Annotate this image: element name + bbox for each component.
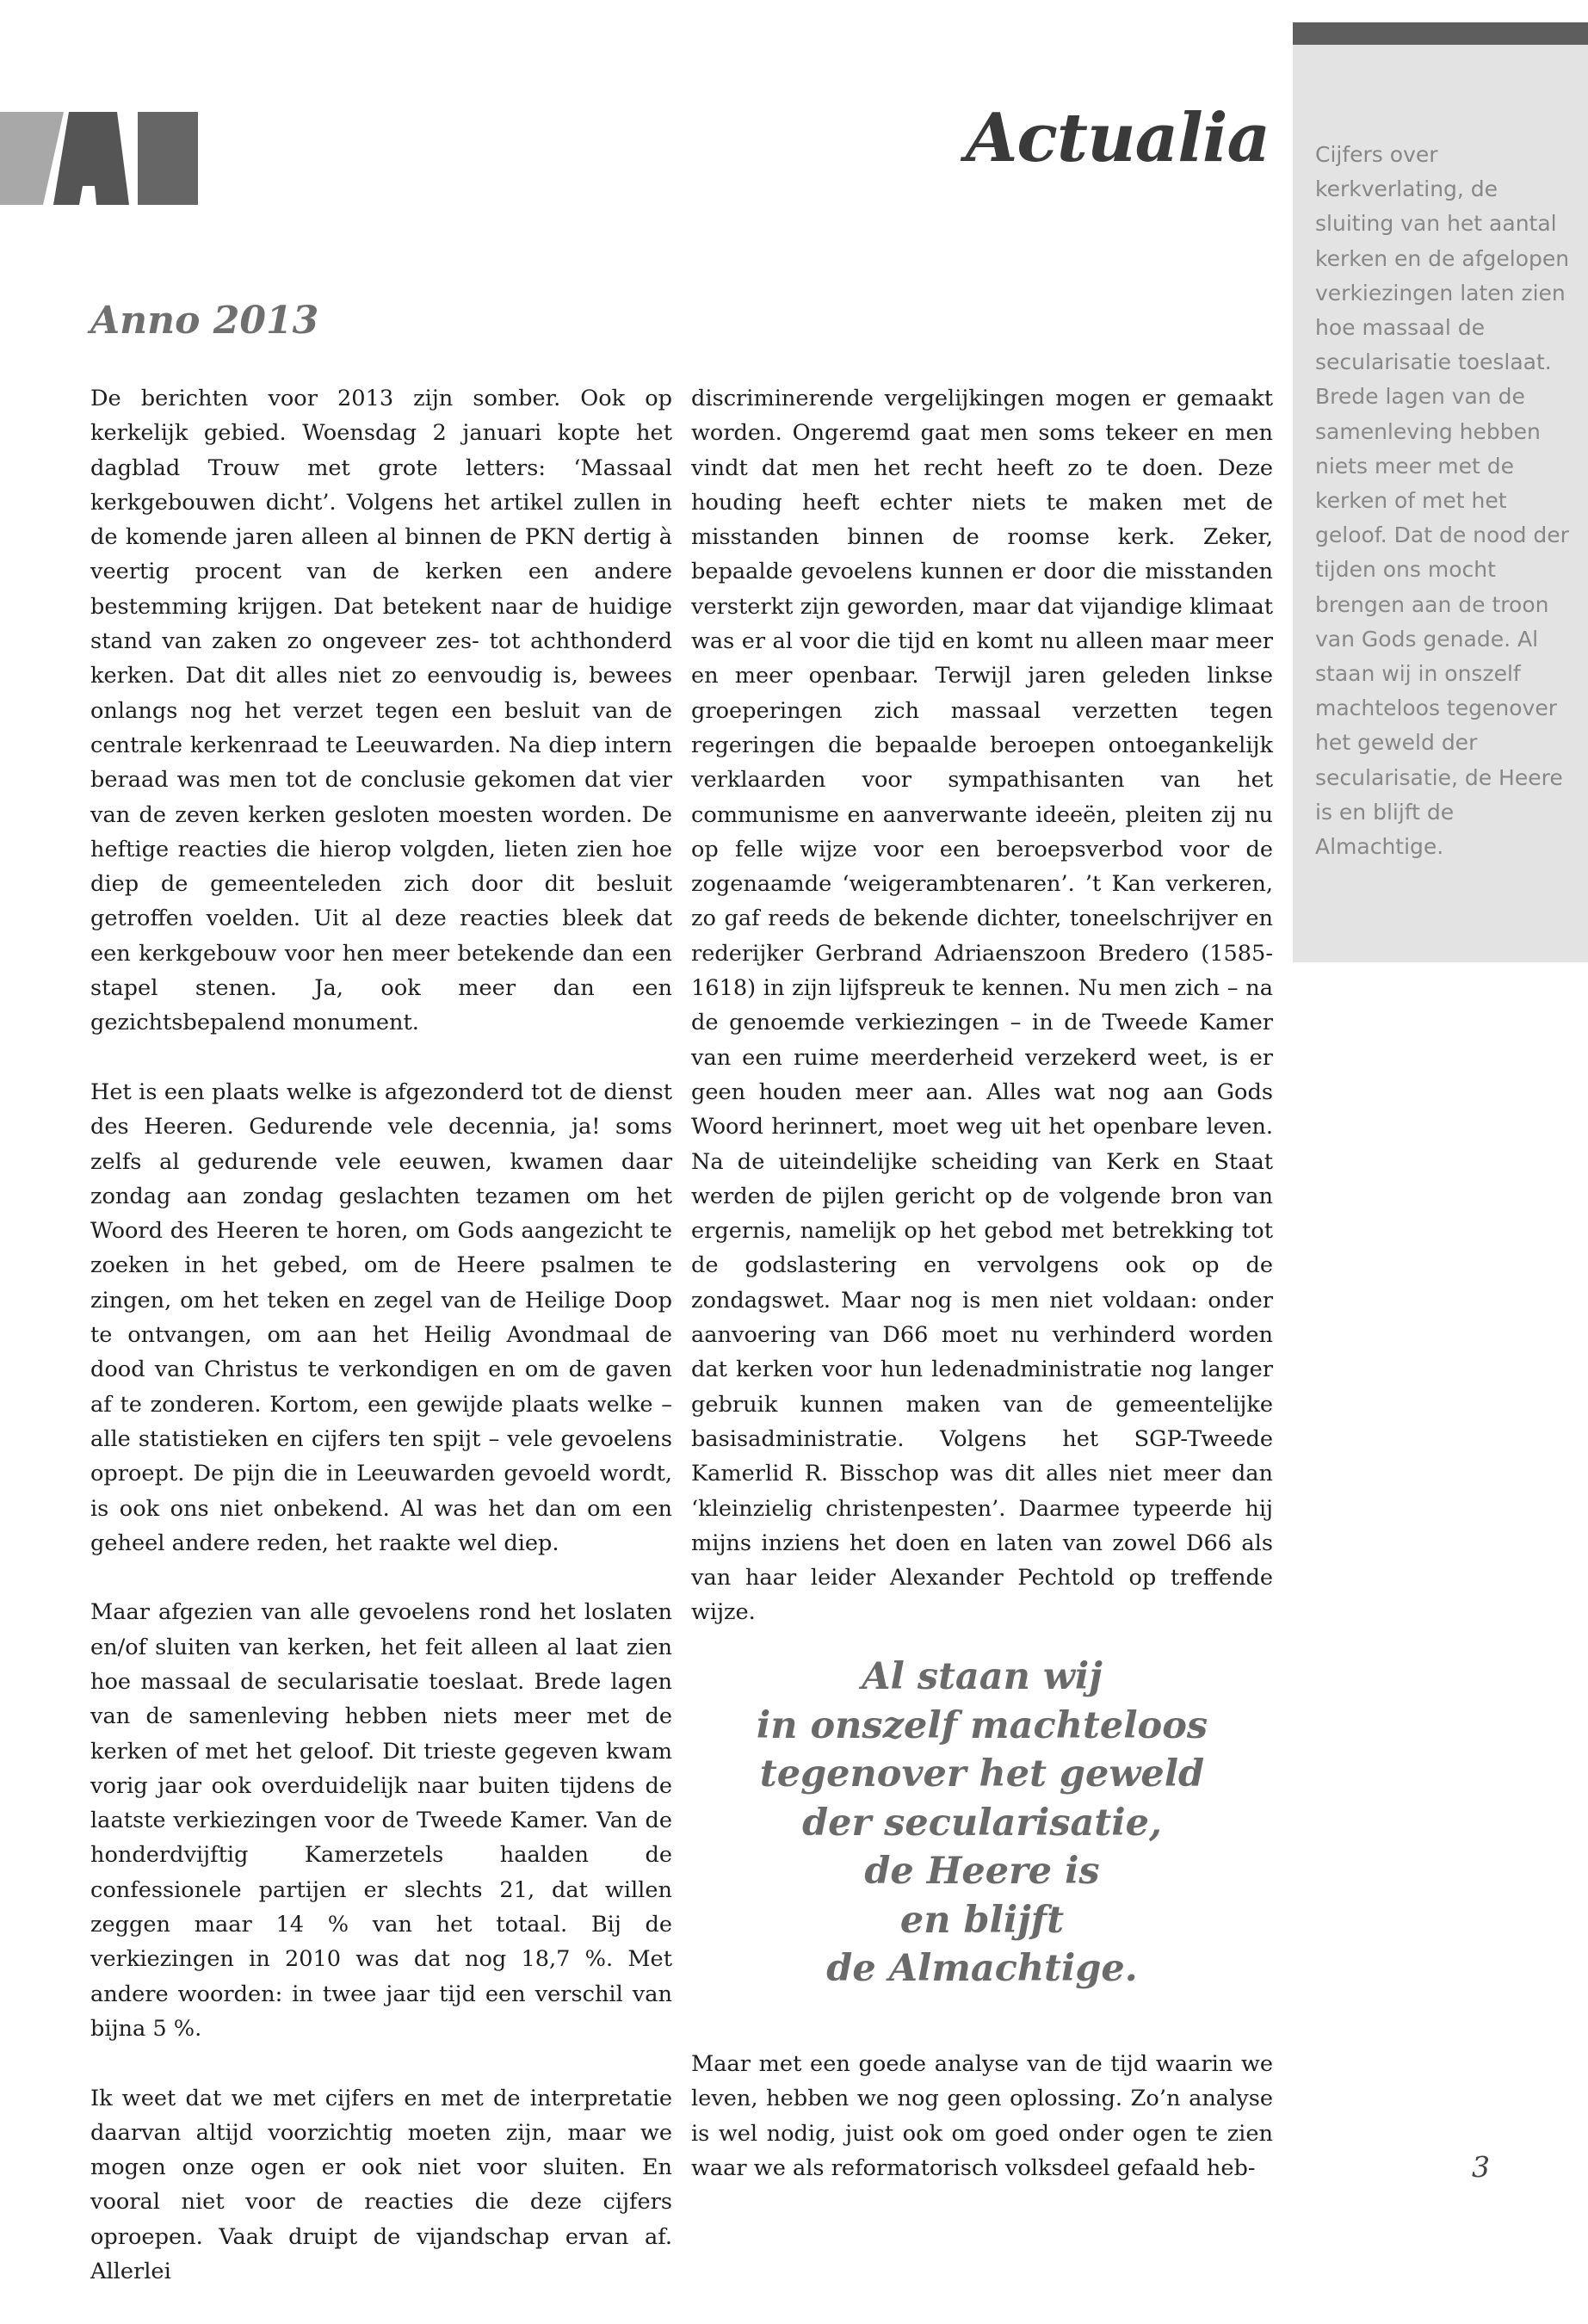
pull-quote-line: de Heere is	[864, 1850, 1100, 1893]
pull-quote-line: der secularisatie,	[802, 1801, 1162, 1845]
pull-quote-line: in onszelf machteloos	[756, 1703, 1208, 1747]
paragraph: Maar afgezien van alle gevoelens rond het loslaten en/of sluiten van kerken, het feit alleen al laat zien hoe massaal de secularisatie toeslaat. Brede lagen van de samenleving hebben niets meer met de kerken of met het geloof. Dit trieste gegeven kwam vorig jaar ook overduidelijk naar buiten tijdens de laatste verkiezingen voor de Tweede Kamer. Van de honderdvijftig Kamerzetels haalden de confessionele partijen er slechts 21, dat willen zeggen maar 14 % van het totaal. Bij de verkiezingen in 2010 was dat nog 18,7 %. Met andere woorden: in twee jaar tijd een verschil van bijna 5 %.	[90, 1599, 672, 2042]
sidebar-box	[1293, 22, 1588, 962]
pull-quote-line: de Almachtige.	[826, 1947, 1138, 1990]
paragraph-continued: Maar met een goede analyse van de tijd waarin we leven, hebben we nog geen oplossing. Zo’n analyse is wel nodig, juist ook om goed onder ogen te zien waar we als reformatorisch volksdeel gefaald heb-	[691, 2051, 1273, 2181]
pull-quote	[691, 1653, 1273, 1993]
article-title: Anno 2013	[90, 299, 319, 343]
left-column	[90, 381, 672, 2324]
paragraph: Het is een plaats welke is afgezonderd tot de dienst des Heeren. Gedurende vele decennia, ja! soms zelfs al gedurende vele eeuwen, kwamen daar zondag aan zondag geslachten tezamen om het Woord des Heeren te horen, om Gods aangezicht te zoeken in het gebed, om de Heere psalmen te zingen, om het teken en zegel van de Heilige Doop te ontvangen, om aan het Heilig Avondmaal de dood van Christus te verkondigen en om de gaven af te zonderen. Kortom, een gewijde plaats welke – alle statistieken en cijfers ten spijt – vele gevoelens oproept. De pijn die in Leeuwarden gevoeld wordt, is ook ons niet onbekend. Al was het dan om een geheel andere reden, het raakte wel diep.	[90, 1079, 672, 1556]
right-column	[691, 381, 1273, 1665]
section-title: Actualia	[965, 99, 1270, 177]
page-number: 3	[1472, 2150, 1490, 2184]
actualia-a-logo-icon	[0, 112, 198, 205]
paragraph: discriminerende vergelijkingen mogen er gemaakt worden. Ongeremd gaat men soms tekeer en men vindt dat men het recht heeft zo te doen. Deze houding heeft echter niets te maken met de misstanden binnen de roomse kerk. Zeker, bepaalde gevoelens kunnen er door die misstanden versterkt zijn geworden, maar dat vijandige klimaat was er al voor die tijd en komt nu alleen maar meer en meer openbaar. Terwijl jaren geleden linkse groeperingen zich massaal verzetten tegen regeringen die bepaalde beroepen ontoegankelijk verklaarden voor sympathisanten van het communisme en aanverwante ideeën, pleiten zij nu op felle wijze voor een beroepsverbod voor de zogenaamde ‘weigerambtenaren’. ’t Kan verkeren, zo gaf reeds de bekende dichter, toneelschrijver en rederijker Gerbrand Adriaenszoon Bredero (1585-1618) in zijn lijfspreuk te kennen. Nu men zich – na de genoemde verkiezingen – in de Tweede Kamer van een ruime meerderheid verzekerd weet, is er geen houden meer aan. Alles wat nog aan Gods Woord herinnert, moet weg uit het openbare leven. Na de uiteindelijke scheiding van Kerk en Staat werden de pijlen gericht op de volgende bron van ergernis, namelijk op het gebod met betrekking tot de godslastering en vervolgens ook op de zondagswet. Maar nog is men niet voldaan: onder aanvoering van D66 moet nu verhinderd worden dat kerken voor hun ledenadministratie nog langer gebruik kunnen maken van de gemeentelijke basisadministratie. Volgens het SGP-Tweede Kamerlid R. Bisschop was dit alles niet meer dan ‘kleinzielig christenpesten’. Daarmee typeerde hij mijns inziens het doen en laten van zowel D66 als van haar leider Alexander Pechtold op treffende wijze.	[691, 386, 1273, 1626]
paragraph: De berichten voor 2013 zijn somber. Ook op kerkelijk gebied. Woensdag 2 januari kopte het dagblad Trouw met grote letters: ‘Massaal kerkgebouwen dicht’. Volgens het artikel zullen in de komende jaren alleen al binnen de PKN dertig à veertig procent van de kerken een andere bestemming krijgen. Dat betekent naar de huidige stand van zaken zo ongeveer zes- tot achthonderd kerken. Dat dit alles niet zo eenvoudig is, bewees onlangs nog het verzet tegen een besluit van de centrale kerkenraad te Leeuwarden. Na diep intern beraad was men tot de conclusie gekomen dat vier van de zeven kerken gesloten moesten worden. De heftige reacties die hierop volgden, lieten zien hoe diep de gemeenteleden zich door dit besluit getroffen voelden. Uit al deze reacties bleek dat een kerkgebouw voor hen meer betekende dan een stapel stenen. Ja, ook meer dan een gezichtsbepalend monument.	[90, 386, 672, 1036]
pull-quote-line: en blijft	[899, 1898, 1065, 1942]
sidebar-top-bar	[1293, 22, 1588, 45]
sidebar-text: Cijfers over kerkverlating, de sluiting van het aantal kerken en de afgelopen verkiezingen laten zien hoe massaal de secularisatie toeslaat. Brede lagen van de samenleving hebben niets meer met de kerken of met het geloof. Dat de nood der tijden ons mocht brengen aan de troon van Gods genade. Al staan wij in onszelf machteloos tegenover het geweld der secularisatie, de Heere is en blijft de Almachtige.	[1315, 142, 1570, 860]
pull-quote-line: Al staan wij	[862, 1655, 1103, 1698]
paragraph: Ik weet dat we met cijfers en met de interpretatie daarvan altijd voorzichtig moeten zijn, maar we mogen onze ogen er ook niet voor sluiten. En vooral niet voor de reacties die deze cijfers oproepen. Vaak druipt de vijandschap ervan af. Allerlei	[90, 2085, 672, 2285]
pull-quote-line: tegenover het geweld	[759, 1752, 1205, 1796]
